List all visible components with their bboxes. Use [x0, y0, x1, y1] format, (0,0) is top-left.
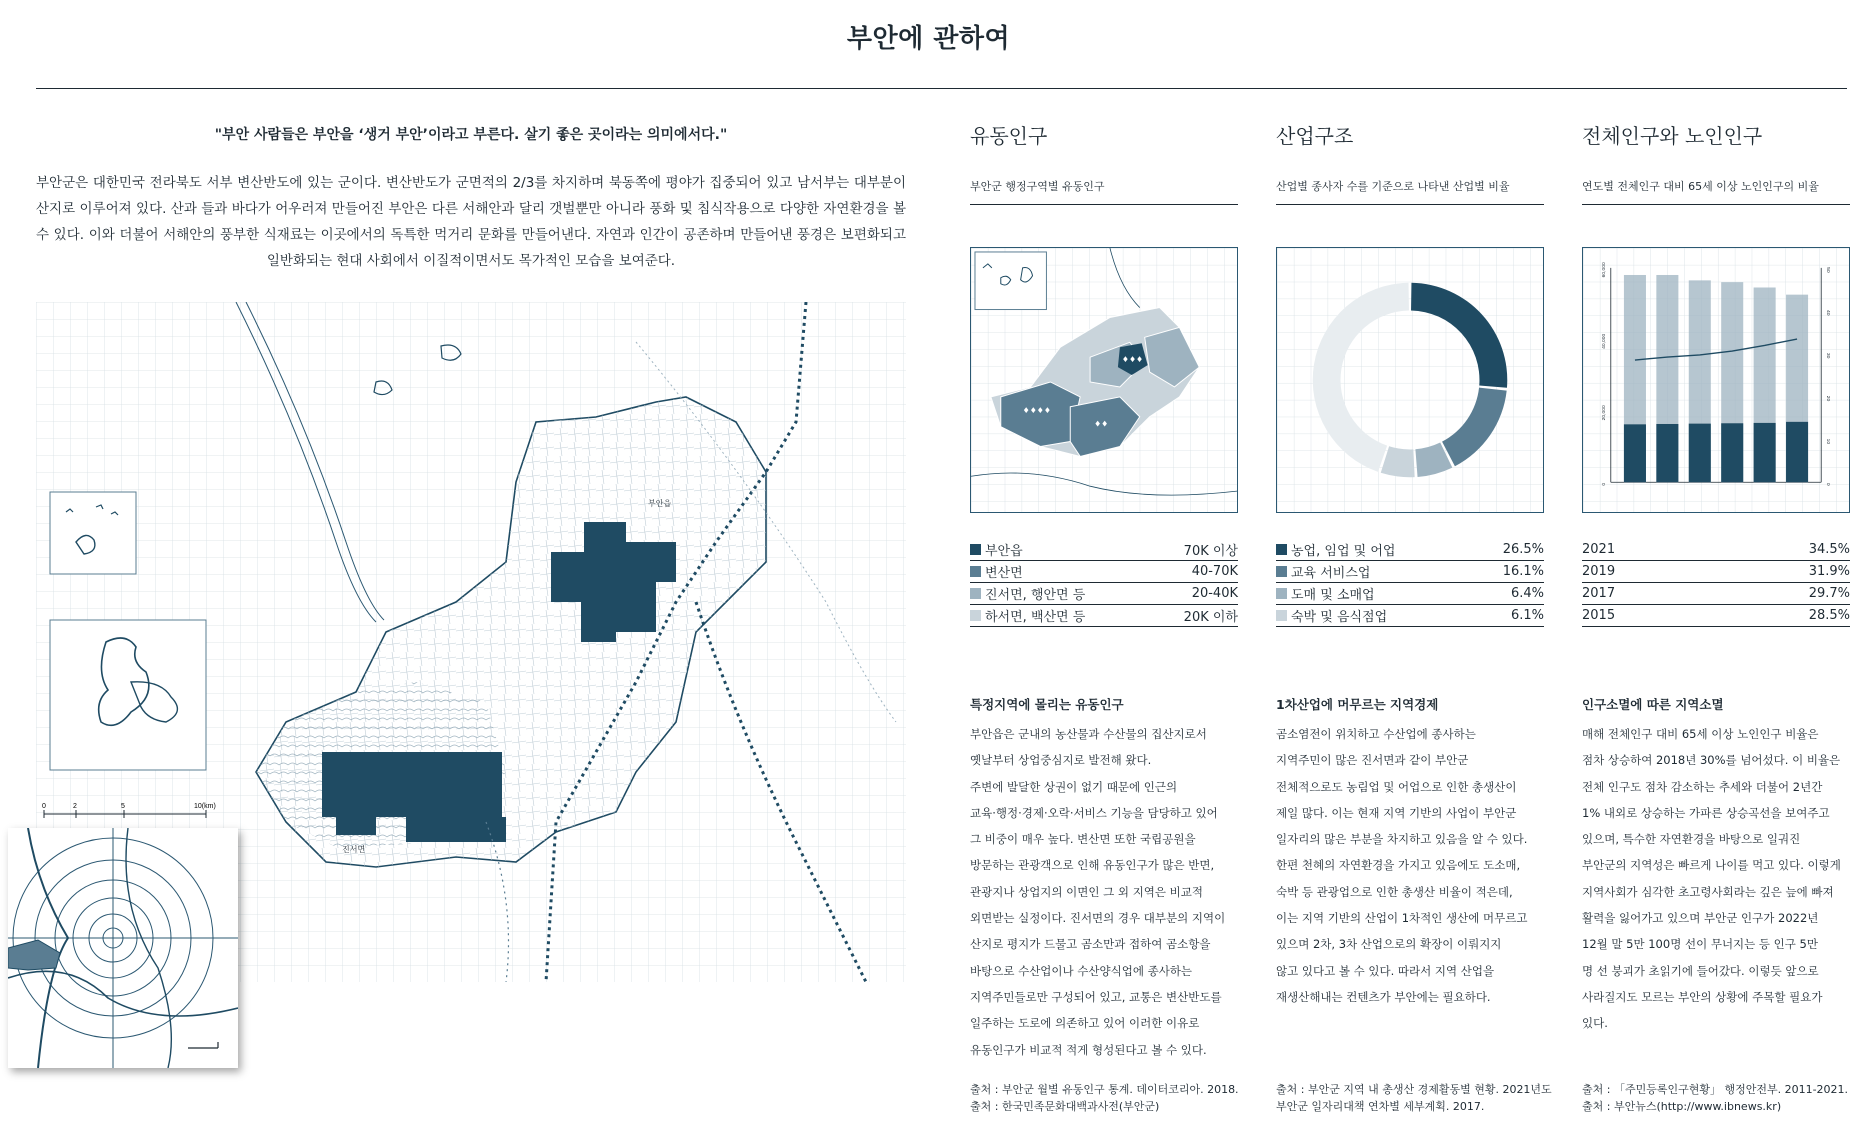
body-line: 방문하는 관광객으로 인해 유동인구가 많은 반면,	[970, 858, 1215, 873]
svg-text:♦♦: ♦♦	[1094, 419, 1109, 429]
legend-label: 부안읍	[985, 544, 1023, 559]
col2-subtitle: 산업별 종사자 수를 기준으로 나타낸 산업별 비율	[1276, 178, 1544, 205]
legend-row	[1276, 539, 1544, 561]
legend-value: 6.4%	[1510, 586, 1544, 601]
col2-legend	[1276, 539, 1544, 627]
body-line: 교육·행정·경제·오락·서비스 기능을 담당하고 있어	[970, 805, 1218, 820]
body-line: 전체적으로도 농림업 및 어업으로 인한 총생산이	[1276, 779, 1517, 794]
body-line: 외면받는 실정이다. 진서면의 경우 대부분의 지역이	[970, 911, 1226, 926]
body-line: 매해 전체인구 대비 65세 이상 노인인구 비율은	[1582, 727, 1819, 741]
page-title: 부안에 관하여	[846, 24, 1011, 54]
legend-swatch	[970, 544, 981, 555]
intro-paragraph: 부안군은 대한민국 전라북도 서부 변산반도에 있는 군이다. 변산반도가 군면적의 2/3를 차지하며 북동쪽에 평야가 집중되어 있고 남서부는 대부분이 산지로 이루어져 있다. 산과 들과 바다가 어우러져 만들어진 부안은 다른 서해안과 달리 갯벌뿐만 아니라 풍화 및 침식작용으로 다양한 자연환경을 볼 수 있다. 이와 더불어 서해안의 풍부한 식재료는 이곳에서의 독특한 먹거리 문화를 만들어낸다. 자연과 인간이 공존하며 만들어낸 풍경은 보편화되고 일반화되는 현대 사회에서 이질적이면서도 목가적인 모습을 보여준다.	[36, 175, 906, 269]
legend-value: 20K 이하	[1183, 610, 1238, 625]
legend-swatch	[1276, 566, 1287, 577]
column-industry-structure	[1276, 120, 1544, 1010]
body-line: 곰소염전이 위치하고 수산업에 종사하는	[1276, 727, 1476, 741]
intro-quote: "부안 사람들은 부안을 ‘생거 부안’이라고 부른다. 살기 좋은 곳이라는 의미에서다."	[214, 127, 728, 143]
legend-value: 70K 이상	[1183, 544, 1238, 559]
col1-subtitle: 부안군 행정구역별 유동인구	[970, 178, 1238, 205]
legend-label: 2019	[1582, 564, 1616, 579]
bar-elderly-population	[1656, 424, 1678, 482]
body-line: 부안읍은 군내의 농산물과 수산물의 집산지로서	[970, 727, 1207, 741]
y2-tick-label: 20	[1825, 395, 1831, 402]
col1-title: 유동인구	[970, 124, 1048, 148]
col2-title: 산업구조	[1276, 124, 1354, 148]
legend-swatch	[1276, 588, 1287, 599]
legend-row	[1582, 605, 1850, 627]
scale-tick-5: 5	[121, 803, 125, 810]
bar-elderly-population	[1721, 423, 1743, 482]
bar-elderly-population	[1689, 424, 1711, 483]
col1-sources	[970, 1081, 1260, 1115]
body-line: 명 선 붕괴가 초읽기에 들어갔다. 이렇듯 앞으로	[1582, 963, 1819, 978]
source-line: 출처 : 「주민등록인구현황」 행정안전부. 2011-2021.	[1582, 1083, 1849, 1096]
legend-swatch	[1276, 544, 1287, 555]
legend-value: 20-40K	[1191, 586, 1238, 601]
col3-legend	[1582, 539, 1850, 627]
col1-body	[970, 721, 1238, 1063]
map-label-jinseo: 진서면	[342, 845, 366, 854]
legend-row	[1276, 561, 1544, 583]
body-line: 옛날부터 상업중심지로 발전해 왔다.	[970, 753, 1152, 768]
col3-heading: 인구소멸에 따른 지역소멸	[1582, 697, 1724, 712]
col2-sources	[1276, 1081, 1566, 1115]
body-line: 제일 많다. 이는 현재 지역 기반의 사업이 부안군	[1276, 805, 1517, 820]
body-line: 점차 상승하여 2018년 30%를 넘어섰다. 이 비율은	[1582, 753, 1841, 768]
body-line: 이는 지역 기반의 산업이 1차적인 생산에 머무르고	[1276, 911, 1528, 926]
y2-tick-label: 50	[1825, 267, 1831, 273]
legend-label: 도매 및 소매업	[1291, 588, 1375, 603]
location-inset-map	[8, 828, 238, 1068]
y2-tick-label: 30	[1825, 352, 1831, 359]
legend-value: 28.5%	[1808, 608, 1850, 623]
column-floating-population	[970, 120, 1238, 1063]
col1-heading: 특정지역에 몰리는 유동인구	[970, 697, 1124, 712]
body-line: 않고 있다고 볼 수 있다. 따라서 지역 산업을	[1276, 963, 1495, 978]
bar-elderly-population	[1786, 422, 1808, 482]
y-tick-label: 20,000	[1601, 405, 1607, 421]
column-population-aging	[1582, 120, 1850, 1037]
body-line: 지역주민들로만 구성되어 있고, 교통은 변산반도를	[970, 989, 1222, 1004]
body-line: 한편 천혜의 자연환경을 가지고 있음에도 도소매,	[1276, 858, 1521, 873]
body-line: 지역주민이 많은 진서면과 같이 부안군	[1276, 753, 1469, 768]
title-divider	[36, 88, 1847, 89]
source-line: 출처 : 부안군 지역 내 총생산 경제활동별 현황. 2021년도	[1276, 1083, 1552, 1096]
body-line: 1% 내외로 상승하는 가파른 상승곡선을 보여주고	[1582, 805, 1830, 820]
body-line: 있다.	[1582, 1016, 1608, 1031]
population-bar-chart	[1582, 247, 1850, 513]
legend-label: 2021	[1582, 542, 1616, 557]
legend-row	[1276, 605, 1544, 627]
body-line: 전체 인구도 점차 감소하는 추세와 더불어 2년간	[1582, 779, 1823, 794]
body-line: 재생산해내는 컨텐츠가 부안에는 필요하다.	[1276, 989, 1491, 1004]
scale-tick-10: 10(km)	[194, 803, 216, 810]
map-label-buan: 부안읍	[648, 499, 672, 508]
body-line: 그 비중이 매우 높다. 변산면 또한 국립공원을	[970, 832, 1196, 847]
body-line: 일자리의 많은 부분을 차지하고 있음을 알 수 있다.	[1276, 832, 1528, 847]
legend-value: 34.5%	[1808, 542, 1850, 557]
body-line: 주변에 발달한 상권이 없기 때문에 인근의	[970, 779, 1178, 794]
legend-value: 40-70K	[1191, 564, 1238, 579]
legend-swatch	[1276, 610, 1287, 621]
legend-row	[1582, 539, 1850, 561]
body-line: 바탕으로 수산업이나 수산양식업에 종사하는	[970, 963, 1193, 978]
source-line: 출처 : 부안군 월별 유동인구 통계. 데이터코리아. 2018.	[970, 1083, 1239, 1096]
y-tick-label: 40,000	[1601, 333, 1607, 349]
legend-value: 6.1%	[1510, 608, 1544, 623]
body-line: 관광지나 상업지의 이면인 그 외 지역은 비교적	[970, 884, 1204, 899]
col3-subtitle: 연도별 전체인구 대비 65세 이상 노인인구의 비율	[1582, 178, 1850, 205]
svg-text:♦♦♦: ♦♦♦	[1121, 355, 1144, 365]
legend-value: 16.1%	[1502, 564, 1544, 579]
legend-value: 29.7%	[1808, 586, 1850, 601]
industry-donut-chart	[1276, 247, 1544, 513]
jinseo-area	[322, 752, 502, 817]
legend-label: 교육 서비스업	[1291, 566, 1371, 581]
legend-swatch	[970, 588, 981, 599]
legend-row	[1582, 583, 1850, 605]
body-line: 12월 말 5만 100명 선이 무너지는 등 인구 5만	[1582, 937, 1818, 952]
body-line: 지역사회가 심각한 초고령사회라는 깊은 늪에 빠져	[1582, 884, 1834, 899]
body-line: 사라질지도 모르는 부안의 상황에 주목할 필요가	[1582, 989, 1823, 1004]
body-line: 활력을 잃어가고 있으며 부안군 인구가 2022년	[1582, 911, 1819, 926]
scale-tick-2: 2	[73, 803, 77, 810]
legend-label: 숙박 및 음식점업	[1291, 610, 1388, 625]
body-line: 부안군의 지역성은 빠르게 나이를 먹고 있다. 이렇게	[1582, 858, 1841, 873]
source-line: 부안군 일자리대책 연차별 세부계획. 2017.	[1276, 1100, 1485, 1113]
legend-value: 31.9%	[1808, 564, 1850, 579]
legend-label: 농업, 임업 및 어업	[1291, 544, 1396, 559]
body-line: 숙박 등 관광업으로 인한 총생산 비율이 적은데,	[1276, 884, 1513, 899]
legend-row	[970, 539, 1238, 561]
legend-row	[970, 561, 1238, 583]
col3-body	[1582, 721, 1850, 1037]
y2-tick-label: 10	[1825, 438, 1831, 445]
body-line: 일주하는 도로에 의존하고 있어 이러한 이유로	[970, 1016, 1200, 1031]
legend-value: 26.5%	[1502, 542, 1544, 557]
legend-label: 변산면	[985, 566, 1023, 581]
bar-elderly-population	[1754, 423, 1776, 482]
source-line: 출처 : 한국민족문화대백과사전(부안군)	[970, 1100, 1160, 1113]
y-tick-label: 0	[1601, 482, 1607, 486]
legend-row	[970, 605, 1238, 627]
col3-sources	[1582, 1081, 1857, 1115]
scale-tick-0: 0	[42, 803, 46, 810]
body-line: 산지로 평지가 드물고 곰소만과 접하여 곰소항을	[970, 937, 1211, 952]
legend-row	[1276, 583, 1544, 605]
legend-row	[970, 583, 1238, 605]
col2-body	[1276, 721, 1544, 1010]
source-line: 출처 : 부안뉴스(http://www.ibnews.kr)	[1582, 1100, 1782, 1113]
legend-label: 2017	[1582, 586, 1616, 601]
y-tick-label: 60,000	[1601, 262, 1607, 278]
legend-label: 진서면, 행안면 등	[985, 588, 1086, 603]
col2-heading: 1차산업에 머무르는 지역경제	[1276, 697, 1439, 712]
y2-tick-label: 40	[1825, 309, 1831, 316]
legend-label: 2015	[1582, 608, 1616, 623]
col1-legend	[970, 539, 1238, 627]
legend-swatch	[970, 566, 981, 577]
svg-text:♦♦♦♦: ♦♦♦♦	[1022, 405, 1052, 415]
body-line: 있으며 2차, 3차 산업으로의 확장이 이뤄지지	[1276, 937, 1502, 952]
legend-swatch	[970, 610, 981, 621]
legend-row	[1582, 561, 1850, 583]
col3-title: 전체인구와 노인인구	[1582, 124, 1763, 148]
floating-population-map	[970, 247, 1238, 513]
y2-tick-label: 0	[1825, 482, 1831, 486]
legend-label: 하서면, 백산면 등	[985, 610, 1086, 625]
bar-elderly-population	[1624, 424, 1646, 482]
body-line: 유동인구가 비교적 적게 형성된다고 볼 수 있다.	[970, 1042, 1207, 1057]
body-line: 있으며, 특수한 자연환경을 바탕으로 일궈진	[1582, 832, 1801, 847]
